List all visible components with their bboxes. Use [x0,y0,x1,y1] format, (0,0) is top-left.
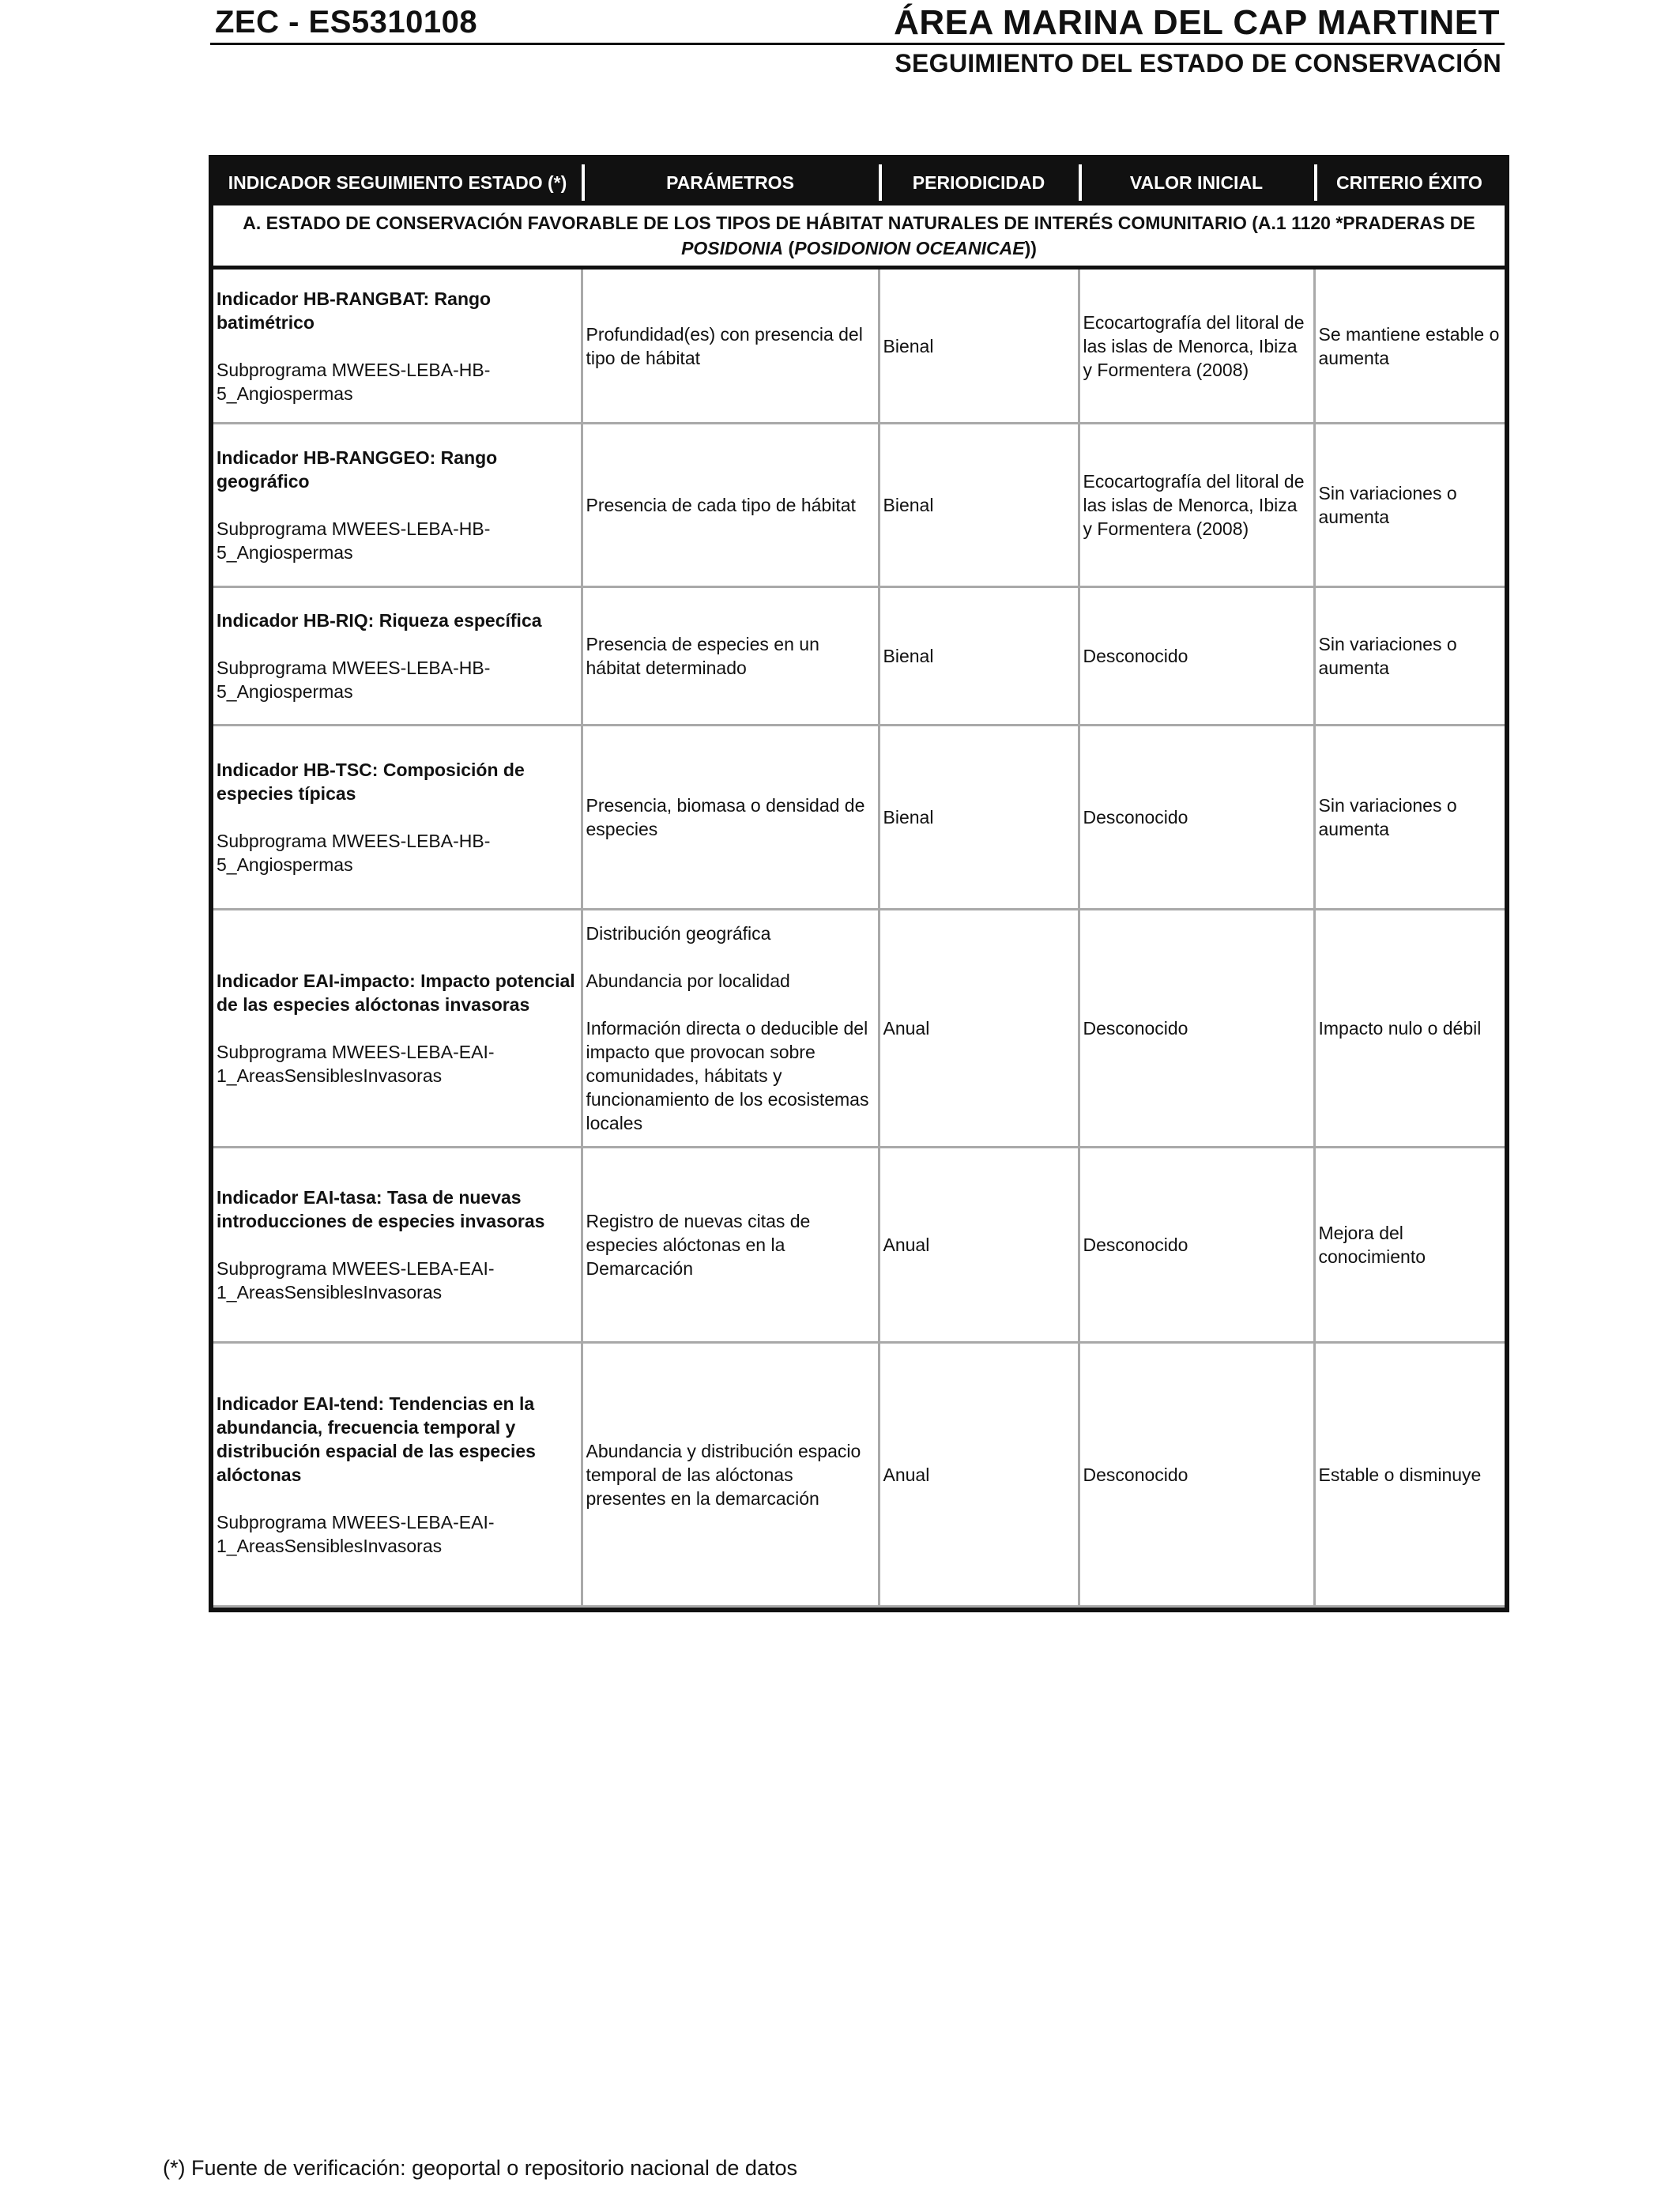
page-title: ÁREA MARINA DEL CAP MARTINET [894,3,1500,42]
parameter-item: Registro de nuevas citas de especies alóctonas en la Demarcación [586,1211,811,1280]
parameters-cell [582,268,879,424]
indicator-subprogram: Subprograma MWEES-LEBA-HB-5_Angiospermas [217,359,491,404]
success-criterion-cell: Sin variaciones o aumenta [1314,725,1505,909]
indicator-title: Indicador HB-RANGGEO: Rango geográfico [217,447,498,492]
indicator-subprogram: Subprograma MWEES-LEBA-HB-5_Angiospermas [217,830,491,875]
parameters-cell [582,1343,879,1607]
indicator-title: Indicador EAI-tasa: Tasa de nuevas introducciones de especies invasoras [217,1187,545,1232]
periodicity-cell: Bienal [879,587,1079,726]
indicator-subprogram: Subprograma MWEES-LEBA-HB-5_Angiospermas [217,658,491,703]
periodicity-cell: Anual [879,1343,1079,1607]
parameter-item: Información directa o deducible del impacto que provocan sobre comunidades, hábitats y funcionamiento de los ecosistemas locales [586,1018,869,1134]
page-subtitle: SEGUIMIENTO DEL ESTADO DE CONSERVACIÓN [895,49,1501,77]
section-heading-paren-close: )) [1024,238,1037,259]
section-heading-association: POSIDONION OCEANICAE [794,238,1025,259]
periodicity-cell: Bienal [879,424,1079,587]
parameter-item: Presencia de cada tipo de hábitat [586,495,856,516]
header-divider [210,43,1505,45]
success-criterion-cell: Se mantiene estable o aumenta [1314,268,1505,424]
initial-value-cell: Desconocido [1079,909,1314,1147]
initial-value-cell: Desconocido [1079,1343,1314,1607]
indicator-cell [213,268,582,424]
indicator-cell [213,725,582,909]
parameter-item: Abundancia por localidad [586,971,790,992]
initial-value-cell: Ecocartografía del litoral de las islas de Menorca, Ibiza y Formentera (2008) [1079,424,1314,587]
periodicity-cell: Anual [879,1148,1079,1343]
table-row [213,1148,1505,1343]
parameters-cell [582,424,879,587]
parameters-cell [582,909,879,1147]
table-row [213,725,1505,909]
indicator-subprogram: Subprograma MWEES-LEBA-EAI-1_AreasSensiblesInvasoras [217,1258,495,1303]
table-row [213,424,1505,587]
section-heading-genus: POSIDONIA [681,238,784,259]
indicator-cell [213,1148,582,1343]
indicator-subprogram: Subprograma MWEES-LEBA-EAI-1_AreasSensiblesInvasoras [217,1042,495,1087]
column-header-parameters: PARÁMETROS [582,160,879,205]
initial-value-cell: Desconocido [1079,1148,1314,1343]
success-criterion-cell: Sin variaciones o aumenta [1314,424,1505,587]
success-criterion-cell: Estable o disminuye [1314,1343,1505,1607]
parameter-item: Abundancia y distribución espacio temporal de las alóctonas presentes en la demarcación [586,1440,861,1509]
initial-value-cell: Desconocido [1079,587,1314,726]
column-header-indicator: INDICADOR SEGUIMIENTO ESTADO (*) [213,160,582,205]
column-header-success-criterion: CRITERIO ÉXITO [1314,160,1505,205]
indicator-subprogram: Subprograma MWEES-LEBA-EAI-1_AreasSensiblesInvasoras [217,1511,495,1556]
initial-value-cell: Ecocartografía del litoral de las islas de Menorca, Ibiza y Formentera (2008) [1079,268,1314,424]
indicator-cell [213,587,582,726]
indicator-title: Indicador HB-RANGBAT: Rango batimétrico [217,288,492,333]
periodicity-cell: Anual [879,909,1079,1147]
table-row [213,268,1505,424]
parameter-item: Presencia, biomasa o densidad de especies [586,794,865,839]
periodicity-cell: Bienal [879,268,1079,424]
table-header-row [213,160,1505,205]
column-header-initial-value: VALOR INICIAL [1079,160,1314,205]
table-row [213,1343,1505,1607]
indicator-title: Indicador EAI-impacto: Impacto potencial de las especies alóctonas invasoras [217,971,575,1016]
section-heading [213,205,1505,268]
section-heading-paren-open: ( [783,238,795,259]
parameter-item: Presencia de especies en un hábitat determinado [586,634,819,679]
indicator-cell [213,909,582,1147]
site-code: ZEC - ES5310108 [215,5,478,40]
monitoring-table [209,155,1509,1612]
indicator-subprogram: Subprograma MWEES-LEBA-HB-5_Angiospermas [217,518,491,564]
periodicity-cell: Bienal [879,725,1079,909]
footnote: (*) Fuente de verificación: geoportal o repositorio nacional de datos [163,2156,797,2180]
parameters-cell [582,1148,879,1343]
indicator-title: Indicador HB-TSC: Composición de especies típicas [217,759,525,804]
table-row [213,587,1505,726]
initial-value-cell: Desconocido [1079,725,1314,909]
section-row [213,205,1505,268]
section-heading-line1: A. ESTADO DE CONSERVACIÓN FAVORABLE DE LOS TIPOS DE HÁBITAT NATURALES DE INTERÉS COMUNITARIO (A.1 1120 *PRADERAS DE [243,213,1475,234]
parameter-item: Distribución geográfica [586,923,771,944]
parameter-item: Profundidad(es) con presencia del tipo de hábitat [586,323,863,368]
indicator-cell [213,424,582,587]
parameters-cell [582,725,879,909]
parameters-cell [582,587,879,726]
indicator-title: Indicador EAI-tend: Tendencias en la abundancia, frecuencia temporal y distribución espacial de las especies alóctonas [217,1393,536,1485]
indicator-title: Indicador HB-RIQ: Riqueza específica [217,610,542,631]
success-criterion-cell: Mejora del conocimiento [1314,1148,1505,1343]
table-row [213,909,1505,1147]
indicator-cell [213,1343,582,1607]
column-header-periodicity: PERIODICIDAD [879,160,1079,205]
success-criterion-cell: Impacto nulo o débil [1314,909,1505,1147]
success-criterion-cell: Sin variaciones o aumenta [1314,587,1505,726]
